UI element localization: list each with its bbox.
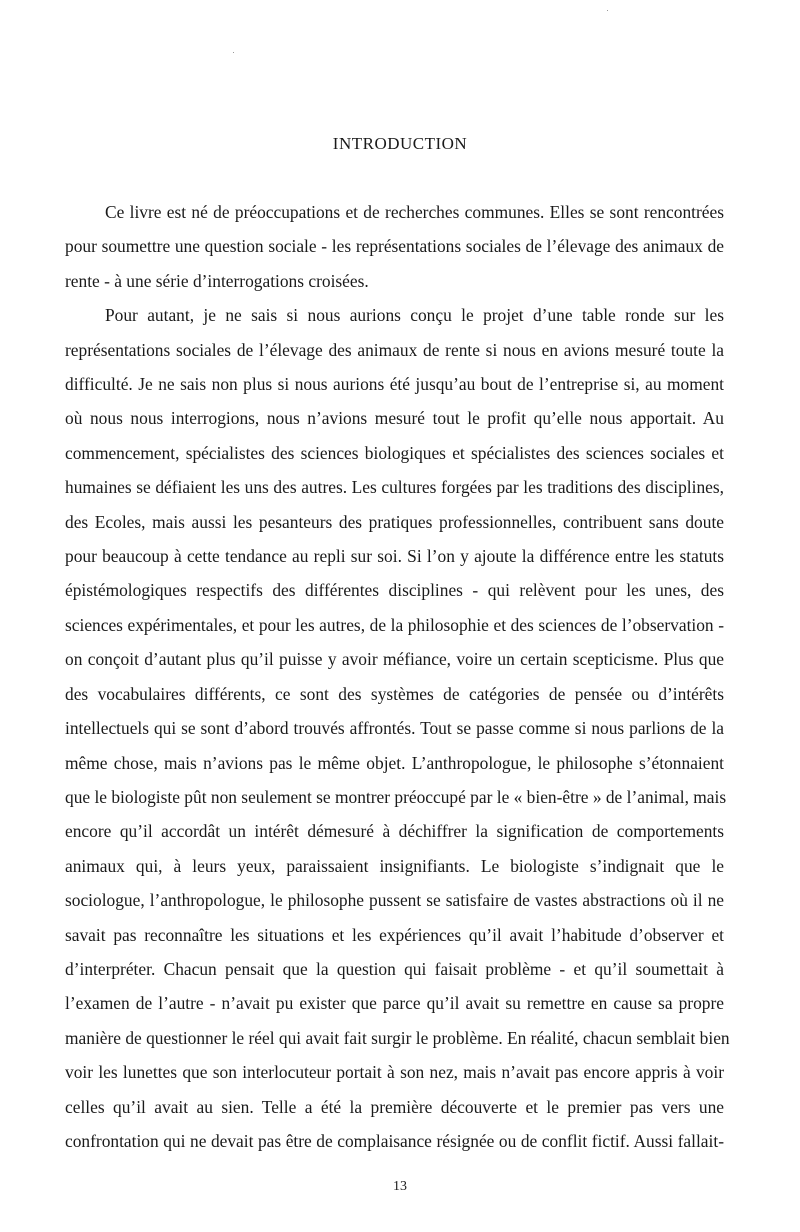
text-line: manière de questionner le réel qui avait fait surgir le problème. En réalité, chacun semblait bien [65, 1027, 730, 1048]
text-line: épistémologiques respectifs des différentes disciplines - qui relèvent pour les unes, des [65, 580, 724, 601]
text-line: des Ecoles, mais aussi les pesanteurs des pratiques professionnelles, contribuent sans doute [65, 511, 724, 532]
text-line: rente - à une série d’interrogations croisées. [65, 270, 369, 291]
text-line: commencement, spécialistes des sciences biologiques et spécialistes des sciences sociales et [65, 442, 724, 463]
text-line: pour soumettre une question sociale - les représentations sociales de l’élevage des animaux de [65, 236, 724, 257]
text-line: Ce livre est né de préoccupations et de recherches communes. Elles se sont rencontrées [105, 202, 724, 222]
text-line: humaines se défiaient les uns des autres. Les cultures forgées par les traditions des disciplines, [65, 477, 724, 498]
page-number: 13 [393, 1179, 407, 1194]
text-line: d’interpréter. Chacun pensait que la question qui faisait problème - et qu’il soumettait à [65, 958, 724, 979]
text-line: sciences expérimentales, et pour les autres, de la philosophie et des sciences de l’observation - [65, 614, 724, 635]
text-line: Pour autant, je ne sais si nous aurions conçu le projet d’une table ronde sur les [105, 305, 724, 326]
text-line: on conçoit d’autant plus qu’il puisse y avoir méfiance, voire un certain scepticisme. Plus que [65, 649, 724, 670]
text-line: savait pas reconnaître les situations et les expériences qu’il avait l’habitude d’observer et [65, 924, 724, 945]
paragraph-1 [65, 195, 724, 298]
text-line: l’examen de l’autre - n’avait pu exister que parce qu’il avait su remettre en cause sa propre [65, 993, 724, 1014]
scan-speck [233, 52, 234, 53]
scan-speck [607, 10, 608, 11]
text-line: encore qu’il accordât un intérêt démesuré à déchiffrer la signification de comportements [65, 821, 724, 842]
body-text [65, 195, 730, 1158]
text-line: difficulté. Je ne sais non plus si nous aurions été jusqu’au bout de l’entreprise si, au moment [65, 374, 724, 395]
text-line: celles qu’il avait au sien. Telle a été la première découverte et le premier pas vers une [65, 1096, 724, 1117]
text-line: représentations sociales de l’élevage des animaux de rente si nous en avions mesuré toute la [65, 339, 724, 360]
page-title: INTRODUCTION [332, 134, 468, 153]
text-line: des vocabulaires différents, ce sont des systèmes de catégories de pensée ou d’intérêts [65, 683, 724, 704]
text-line: où nous nous interrogions, nous n’avions mesuré tout le profit qu’elle nous apportait. Au [65, 408, 724, 429]
text-line: voir les lunettes que son interlocuteur portait à son nez, mais n’avait pas encore appris à voir [65, 1062, 724, 1083]
text-line: sociologue, l’anthropologue, le philosophe pussent se satisfaire de vastes abstractions où il ne [65, 890, 724, 911]
text-line: animaux qui, à leurs yeux, paraissaient insignifiants. Le biologiste s’indignait que le [65, 855, 724, 876]
text-line: que le biologiste pût non seulement se montrer préoccupé par le « bien-être » de l’animal, mais [65, 786, 727, 807]
text-line: même chose, mais n’avions pas le même objet. L’anthropologue, le philosophe s’étonnaient [65, 752, 724, 773]
text-line: pour beaucoup à cette tendance au repli sur soi. Si l’on y ajoute la différence entre les statuts [65, 546, 724, 567]
paragraph-2 [65, 298, 730, 1158]
text-line: intellectuels qui se sont d’abord trouvés affrontés. Tout se passe comme si nous parlions de la [65, 718, 724, 739]
text-line: confrontation qui ne devait pas être de complaisance résignée ou de conflit fictif. Aussi fallait- [65, 1130, 724, 1151]
